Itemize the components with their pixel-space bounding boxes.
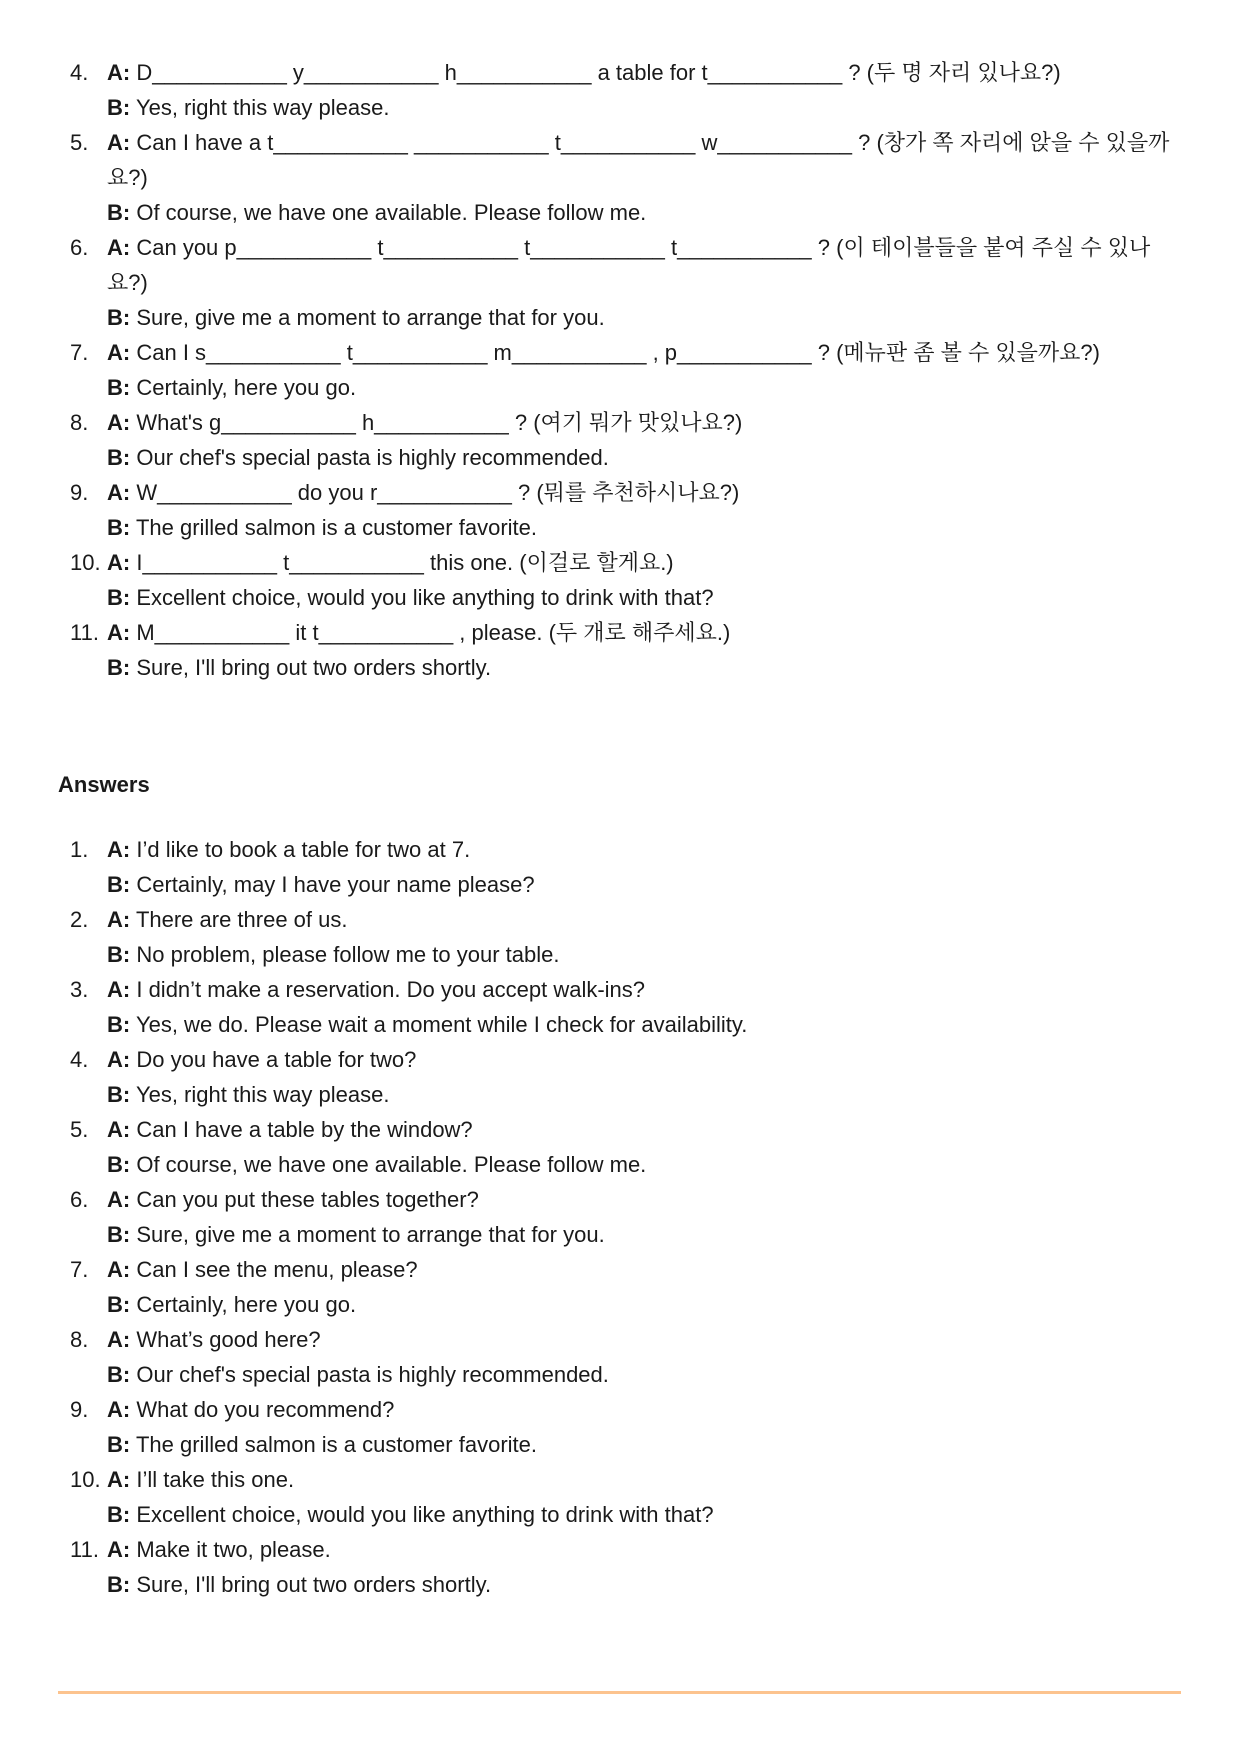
speaker-a-line: [70, 55, 1170, 90]
exercise-item: [70, 545, 1170, 615]
item-number: 4.: [70, 1047, 89, 1072]
item-number: 5.: [70, 130, 89, 155]
speaker-b-line: [70, 90, 1170, 125]
speaker-a-label: A:: [107, 620, 131, 645]
item-number: 1.: [70, 837, 89, 862]
speaker-a-line: [70, 335, 1170, 370]
speaker-a-text: Do you have a table for two?: [136, 1047, 417, 1072]
speaker-a-line: [70, 125, 1170, 195]
speaker-b-label: B:: [107, 1222, 131, 1247]
speaker-a-text: Can I have a t___________ ___________ t___________ w___________ ? (창가 쪽 자리에 앉을 수 있을까요?): [107, 130, 1170, 190]
answers-heading: Answers: [58, 772, 150, 797]
item-number: 9.: [70, 1397, 89, 1422]
speaker-a-label: A:: [107, 550, 131, 575]
item-number: 4.: [70, 60, 89, 85]
speaker-b-label: B:: [107, 942, 131, 967]
speaker-a-text: Can you p___________ t___________ t___________ t___________ ? (이 테이블들을 붙여 주실 수 있나요?): [107, 235, 1151, 295]
speaker-b-label: B:: [107, 200, 131, 225]
speaker-b-text: Sure, I'll bring out two orders shortly.: [136, 1572, 492, 1597]
answer-item: [70, 1182, 1170, 1252]
speaker-a-label: A:: [107, 1187, 131, 1212]
speaker-b-text: No problem, please follow me to your table.: [136, 942, 560, 967]
item-number: 5.: [70, 1117, 89, 1142]
speaker-b-text: Certainly, here you go.: [136, 1292, 357, 1317]
speaker-a-label: A:: [107, 60, 131, 85]
item-number: 8.: [70, 410, 89, 435]
speaker-b-text: Yes, right this way please.: [135, 95, 390, 120]
answer-item: [70, 1042, 1170, 1112]
item-number: 11.: [70, 1537, 99, 1562]
speaker-a-text: W___________ do you r___________ ? (뭐를 추천하시나요?): [136, 480, 740, 505]
answer-item: [70, 1532, 1170, 1602]
answer-item: [70, 972, 1170, 1042]
speaker-b-label: B:: [107, 1432, 131, 1457]
speaker-a-text: I’ll take this one.: [136, 1467, 295, 1492]
speaker-b-label: B:: [107, 1502, 131, 1527]
item-number: 6.: [70, 1187, 89, 1212]
answer-item: [70, 1462, 1170, 1532]
speaker-a-text: What do you recommend?: [136, 1397, 395, 1422]
speaker-a-line: [70, 1322, 1170, 1357]
speaker-a-text: Can you put these tables together?: [136, 1187, 479, 1212]
speaker-a-text: There are three of us.: [135, 907, 348, 932]
speaker-a-text: I’d like to book a table for two at 7.: [136, 837, 471, 862]
speaker-b-label: B:: [107, 655, 131, 680]
speaker-a-line: [70, 1462, 1170, 1497]
speaker-b-line: [70, 370, 1170, 405]
item-number: 9.: [70, 480, 89, 505]
answer-item: [70, 1392, 1170, 1462]
speaker-b-text: Our chef's special pasta is highly recommended.: [136, 445, 609, 470]
speaker-a-label: A:: [107, 340, 131, 365]
speaker-a-label: A:: [107, 1047, 131, 1072]
exercise-item: [70, 125, 1170, 230]
exercise-item: [70, 230, 1170, 335]
speaker-a-line: [70, 1392, 1170, 1427]
speaker-a-label: A:: [107, 1257, 131, 1282]
speaker-b-line: [70, 300, 1170, 335]
speaker-b-text: Certainly, may I have your name please?: [136, 872, 535, 897]
speaker-a-label: A:: [107, 130, 131, 155]
speaker-b-text: Certainly, here you go.: [136, 375, 357, 400]
speaker-b-label: B:: [107, 95, 131, 120]
speaker-b-label: B:: [107, 872, 131, 897]
speaker-a-label: A:: [107, 1397, 131, 1422]
exercise-item: [70, 335, 1170, 405]
speaker-b-line: [70, 1567, 1170, 1602]
speaker-a-line: [70, 230, 1170, 300]
speaker-a-label: A:: [107, 410, 131, 435]
speaker-b-label: B:: [107, 585, 131, 610]
speaker-a-text: What’s good here?: [136, 1327, 321, 1352]
speaker-a-line: [70, 545, 1170, 580]
item-number: 7.: [70, 1257, 89, 1282]
speaker-a-text: Make it two, please.: [136, 1537, 331, 1562]
speaker-a-label: A:: [107, 837, 131, 862]
speaker-b-line: [70, 1427, 1170, 1462]
speaker-a-label: A:: [107, 480, 131, 505]
exercise-item: [70, 405, 1170, 475]
speaker-a-line: [70, 615, 1170, 650]
speaker-b-line: [70, 1217, 1170, 1252]
exercise-item: [70, 615, 1170, 685]
speaker-b-line: [70, 1147, 1170, 1182]
speaker-b-line: [70, 1497, 1170, 1532]
speaker-a-text: I didn’t make a reservation. Do you accept walk-ins?: [136, 977, 646, 1002]
exercise-item: [70, 55, 1170, 125]
speaker-b-label: B:: [107, 1012, 131, 1037]
speaker-b-text: Yes, we do. Please wait a moment while I check for availability.: [135, 1012, 748, 1037]
speaker-b-text: The grilled salmon is a customer favorite.: [135, 515, 537, 540]
speaker-a-line: [70, 902, 1170, 937]
item-number: 8.: [70, 1327, 89, 1352]
speaker-a-label: A:: [107, 235, 131, 260]
speaker-a-label: A:: [107, 1117, 131, 1142]
speaker-b-label: B:: [107, 1362, 131, 1387]
speaker-a-label: A:: [107, 1327, 131, 1352]
item-number: 11.: [70, 620, 99, 645]
exercise-list: [70, 55, 1170, 685]
speaker-b-line: [70, 867, 1170, 902]
answer-item: [70, 832, 1170, 902]
speaker-a-line: [70, 972, 1170, 1007]
speaker-b-label: B:: [107, 1572, 131, 1597]
speaker-a-text: M___________ it t___________ , please. (두 개로 해주세요.): [136, 620, 731, 645]
speaker-b-text: Yes, right this way please.: [135, 1082, 390, 1107]
speaker-a-text: Can I see the menu, please?: [136, 1257, 418, 1282]
speaker-a-text: Can I have a table by the window?: [136, 1117, 473, 1142]
speaker-a-label: A:: [107, 1537, 131, 1562]
speaker-a-line: [70, 1182, 1170, 1217]
speaker-a-text: Can I s___________ t___________ m___________ , p___________ ? (메뉴판 좀 볼 수 있을까요?): [136, 340, 1100, 365]
speaker-b-text: Of course, we have one available. Please follow me.: [136, 1152, 647, 1177]
speaker-b-line: [70, 1077, 1170, 1112]
speaker-a-text: I___________ t___________ this one. (이걸로 할게요.): [136, 550, 674, 575]
speaker-b-text: Sure, give me a moment to arrange that for you.: [136, 305, 605, 330]
speaker-b-line: [70, 1007, 1170, 1042]
speaker-b-line: [70, 1357, 1170, 1392]
speaker-b-text: Excellent choice, would you like anything to drink with that?: [136, 585, 714, 610]
item-number: 7.: [70, 340, 89, 365]
speaker-a-line: [70, 832, 1170, 867]
speaker-b-label: B:: [107, 1292, 131, 1317]
footer-divider: [58, 1691, 1181, 1694]
speaker-b-line: [70, 1287, 1170, 1322]
speaker-a-text: D___________ y___________ h___________ a table for t___________ ? (두 명 자리 있나요?): [136, 60, 1061, 85]
speaker-a-text: What's g___________ h___________ ? (여기 뭐가 맛있나요?): [136, 410, 743, 435]
speaker-b-text: Of course, we have one available. Please follow me.: [136, 200, 647, 225]
speaker-a-line: [70, 1112, 1170, 1147]
speaker-b-line: [70, 510, 1170, 545]
exercise-item: [70, 475, 1170, 545]
speaker-a-line: [70, 475, 1170, 510]
speaker-a-line: [70, 1252, 1170, 1287]
answers-list: [70, 832, 1170, 1602]
item-number: 2.: [70, 907, 89, 932]
speaker-b-line: [70, 650, 1170, 685]
speaker-b-text: Our chef's special pasta is highly recommended.: [136, 1362, 609, 1387]
speaker-a-line: [70, 1532, 1170, 1567]
speaker-b-line: [70, 937, 1170, 972]
speaker-a-line: [70, 1042, 1170, 1077]
item-number: 6.: [70, 235, 89, 260]
speaker-a-label: A:: [107, 1467, 131, 1492]
item-number: 3.: [70, 977, 89, 1002]
speaker-b-label: B:: [107, 305, 131, 330]
speaker-b-text: Sure, give me a moment to arrange that for you.: [136, 1222, 605, 1247]
answer-item: [70, 902, 1170, 972]
item-number: 10.: [70, 1467, 101, 1492]
speaker-a-label: A:: [107, 907, 131, 932]
item-number: 10.: [70, 550, 101, 575]
answer-item: [70, 1322, 1170, 1392]
speaker-b-line: [70, 580, 1170, 615]
speaker-b-label: B:: [107, 375, 131, 400]
speaker-a-line: [70, 405, 1170, 440]
answer-item: [70, 1252, 1170, 1322]
answer-item: [70, 1112, 1170, 1182]
speaker-b-label: B:: [107, 1152, 131, 1177]
speaker-b-line: [70, 440, 1170, 475]
speaker-b-label: B:: [107, 445, 131, 470]
speaker-a-label: A:: [107, 977, 131, 1002]
speaker-b-text: The grilled salmon is a customer favorite.: [135, 1432, 537, 1457]
speaker-b-text: Excellent choice, would you like anything to drink with that?: [136, 1502, 714, 1527]
speaker-b-label: B:: [107, 1082, 131, 1107]
speaker-b-line: [70, 195, 1170, 230]
speaker-b-label: B:: [107, 515, 131, 540]
speaker-b-text: Sure, I'll bring out two orders shortly.: [136, 655, 492, 680]
